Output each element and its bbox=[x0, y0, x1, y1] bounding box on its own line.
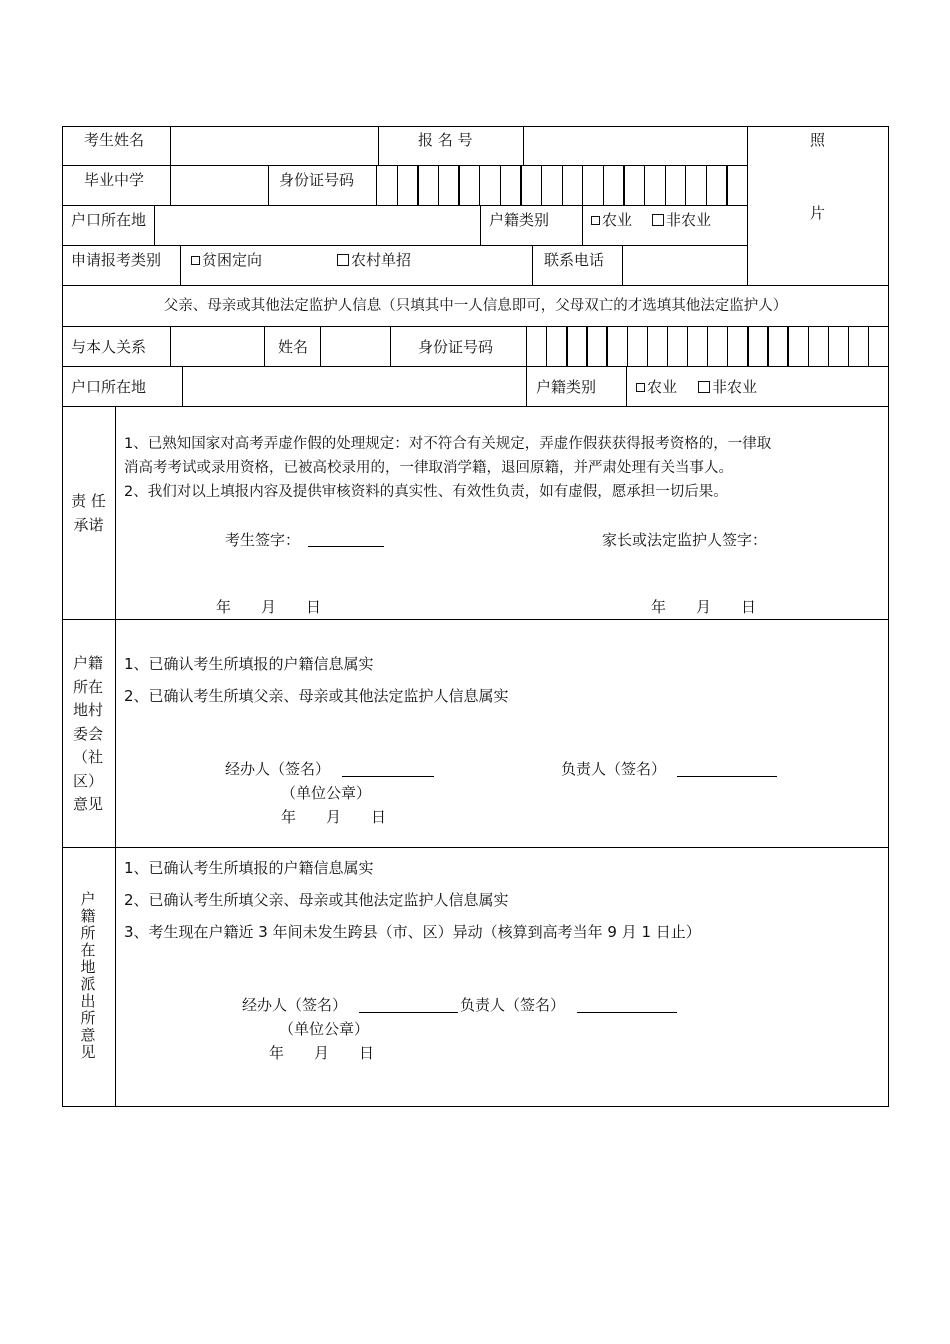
police-date: 年 月 日 bbox=[269, 1044, 375, 1062]
id-digit-cell[interactable] bbox=[587, 327, 605, 366]
id-digit-cell[interactable] bbox=[788, 327, 806, 366]
id-digit-cell[interactable] bbox=[377, 166, 396, 205]
promise-line-2: 消高考考试或录用资格，已被高校录用的，一律取消学籍，退回原籍，并严肃处理有关当事人。 bbox=[124, 460, 733, 476]
police-item-2: 2、已确认考生所填父亲、母亲或其他法定监护人信息属实 bbox=[124, 891, 509, 909]
cell-divider bbox=[180, 245, 181, 286]
border-right bbox=[888, 126, 889, 1107]
cell-divider bbox=[582, 205, 583, 246]
id-digit-cell[interactable] bbox=[439, 166, 458, 205]
student-sign-label: 考生签字： bbox=[225, 531, 301, 549]
guardian-hukou-label: 户口所在地 bbox=[71, 378, 147, 396]
cell-divider bbox=[390, 326, 391, 367]
hukou-type-label: 户籍类别 bbox=[489, 211, 550, 229]
village-leader-label: 负责人（签名） bbox=[561, 760, 667, 778]
cell-divider bbox=[378, 126, 379, 166]
id-digit-cell[interactable] bbox=[604, 166, 623, 205]
cell-divider bbox=[480, 205, 481, 246]
checkbox-icon[interactable] bbox=[191, 256, 200, 265]
cell-divider bbox=[532, 245, 533, 286]
option-label: 贫困定向 bbox=[202, 251, 263, 269]
police-leader-label: 负责人（签名） bbox=[460, 996, 566, 1014]
id-digit-cell[interactable] bbox=[480, 166, 499, 205]
id-digit-cell[interactable] bbox=[707, 166, 726, 205]
checkbox-icon[interactable] bbox=[636, 383, 645, 392]
option-non-agricultural[interactable] bbox=[652, 211, 711, 229]
village-date: 年 月 日 bbox=[281, 808, 387, 826]
hukou-address-input[interactable] bbox=[156, 207, 479, 244]
checkbox-icon[interactable] bbox=[591, 216, 600, 225]
option-label: 非农业 bbox=[666, 211, 712, 229]
school-label: 毕业中学 bbox=[84, 171, 145, 189]
id-digit-cell[interactable] bbox=[527, 327, 545, 366]
village-item-1: 1、已确认考生所填报的户籍信息属实 bbox=[124, 655, 374, 673]
police-seal-label: （单位公章） bbox=[279, 1020, 370, 1038]
guardian-id-label: 身份证号码 bbox=[418, 338, 494, 356]
id-digit-cell[interactable] bbox=[688, 327, 706, 366]
promise-line-3: 2、我们对以上填报内容及提供审核资料的真实性、有效性负责，如有虚假，愿承担一切后果。 bbox=[124, 484, 728, 500]
checkbox-icon[interactable] bbox=[337, 254, 349, 266]
id-digit-cell[interactable] bbox=[708, 327, 726, 366]
guardian-hukou-input[interactable] bbox=[184, 368, 525, 405]
option-label: 农业 bbox=[602, 211, 633, 229]
student-signature-line[interactable] bbox=[308, 546, 384, 547]
option-label: 农村单招 bbox=[351, 251, 412, 269]
id-digit-cell[interactable] bbox=[869, 327, 887, 366]
id-digit-cell[interactable] bbox=[583, 166, 602, 205]
hukou-label: 户口所在地 bbox=[71, 211, 147, 229]
village-opinion-label: 户籍所在地村委会（社区）意见 bbox=[72, 654, 103, 813]
guardian-name-label: 姓名 bbox=[278, 338, 309, 356]
cell-divider bbox=[264, 326, 265, 367]
relation-label: 与本人关系 bbox=[71, 338, 147, 356]
cell-divider bbox=[526, 366, 527, 407]
row-divider bbox=[62, 619, 889, 620]
id-digit-cell[interactable] bbox=[849, 327, 867, 366]
apply-type-label: 申请报考类别 bbox=[71, 251, 162, 269]
name-input[interactable] bbox=[172, 128, 377, 164]
police-leader-signature-line[interactable] bbox=[577, 1012, 677, 1013]
option-label: 农业 bbox=[647, 378, 678, 396]
promise-date-left: 年 月 日 bbox=[216, 598, 322, 616]
guardian-heading: 父亲、母亲或其他法定监护人信息（只填其中一人信息即可，父母双亡的才选填其他法定监护人） bbox=[163, 298, 788, 314]
id-digit-cell[interactable] bbox=[398, 166, 417, 205]
guardian-type-label: 户籍类别 bbox=[536, 378, 597, 396]
border-bottom bbox=[62, 1106, 889, 1107]
promise-label: 责 任 承诺 bbox=[71, 492, 106, 534]
id-digit-cell[interactable] bbox=[666, 166, 685, 205]
id-digit-cell[interactable] bbox=[648, 327, 666, 366]
id-digit-cell[interactable] bbox=[542, 166, 561, 205]
row-divider bbox=[62, 847, 889, 848]
village-leader-signature-line[interactable] bbox=[677, 776, 777, 777]
police-handler-label: 经办人（签名） bbox=[242, 996, 348, 1014]
border-left bbox=[62, 126, 63, 1107]
id-digit-cell[interactable] bbox=[459, 166, 478, 205]
cell-divider bbox=[268, 165, 269, 206]
guardian-name-input[interactable] bbox=[322, 328, 389, 365]
promise-line-1: 1、已熟知国家对高考弄虚作假的处理规定：对不符合有关规定，弄虚作假获获得报考资格的，一律取 bbox=[124, 436, 772, 452]
id-digit-cell[interactable] bbox=[686, 166, 705, 205]
id-digit-cell[interactable] bbox=[768, 327, 786, 366]
option-poverty[interactable] bbox=[191, 251, 262, 269]
registration-number-input[interactable] bbox=[525, 128, 746, 164]
id-digit-cell[interactable] bbox=[728, 327, 746, 366]
id-digit-cell[interactable] bbox=[624, 166, 643, 205]
id-digit-cell[interactable] bbox=[547, 327, 565, 366]
id-digit-cell[interactable] bbox=[521, 166, 540, 205]
police-item-3: 3、考生现在户籍近 3 年间未发生跨县（市、区）异动（核算到高考当年 9 月 1 日止） bbox=[124, 923, 701, 941]
id-digit-cell[interactable] bbox=[628, 327, 646, 366]
id-digit-cell[interactable] bbox=[567, 327, 585, 366]
parent-sign-label: 家长或法定监护人签字： bbox=[602, 531, 768, 549]
checkbox-icon[interactable] bbox=[652, 214, 664, 226]
police-item-1: 1、已确认考生所填报的户籍信息属实 bbox=[124, 859, 374, 877]
name-label: 考生姓名 bbox=[84, 131, 145, 149]
village-handler-signature-line[interactable] bbox=[342, 776, 434, 777]
photo-label-bottom: 片 bbox=[810, 204, 826, 222]
id-digit-cell[interactable] bbox=[607, 327, 625, 366]
id-digit-cell[interactable] bbox=[748, 327, 766, 366]
id-digit-cell[interactable] bbox=[829, 327, 847, 366]
section-label-divider bbox=[115, 406, 116, 1107]
id-digit-cell[interactable] bbox=[727, 166, 746, 205]
guardian-relation-input[interactable] bbox=[172, 328, 263, 365]
village-seal-label: （单位公章） bbox=[281, 784, 372, 802]
school-input[interactable] bbox=[172, 167, 267, 204]
guardian-option-non-agricultural[interactable] bbox=[698, 378, 757, 396]
id-digit-cell[interactable] bbox=[418, 166, 437, 205]
phone-label: 联系电话 bbox=[544, 251, 605, 269]
id-digit-cell[interactable] bbox=[563, 166, 582, 205]
promise-date-right: 年 月 日 bbox=[651, 598, 757, 616]
id-number-label: 身份证号码 bbox=[279, 171, 355, 189]
guardian-option-agricultural[interactable] bbox=[636, 378, 677, 396]
phone-input[interactable] bbox=[624, 247, 746, 284]
id-digit-cell[interactable] bbox=[645, 166, 664, 205]
photo-label-top: 照 bbox=[810, 131, 826, 149]
option-agricultural[interactable] bbox=[591, 211, 632, 229]
village-handler-label: 经办人（签名） bbox=[225, 760, 331, 778]
id-digit-cell[interactable] bbox=[809, 327, 827, 366]
registration-number-label: 报 名 号 bbox=[418, 131, 473, 149]
row-divider bbox=[62, 406, 889, 407]
id-digit-cell[interactable] bbox=[501, 166, 520, 205]
village-item-2: 2、已确认考生所填父亲、母亲或其他法定监护人信息属实 bbox=[124, 687, 509, 705]
cell-divider bbox=[626, 366, 627, 407]
police-handler-signature-line[interactable] bbox=[359, 1012, 458, 1013]
option-label: 非农业 bbox=[712, 378, 758, 396]
police-opinion-label: 户籍所在地派出所意见 bbox=[80, 890, 96, 1061]
row-divider bbox=[62, 285, 889, 286]
id-digit-divider bbox=[888, 326, 889, 367]
id-digit-cell[interactable] bbox=[668, 327, 686, 366]
option-rural[interactable] bbox=[337, 251, 411, 269]
checkbox-icon[interactable] bbox=[698, 381, 710, 393]
